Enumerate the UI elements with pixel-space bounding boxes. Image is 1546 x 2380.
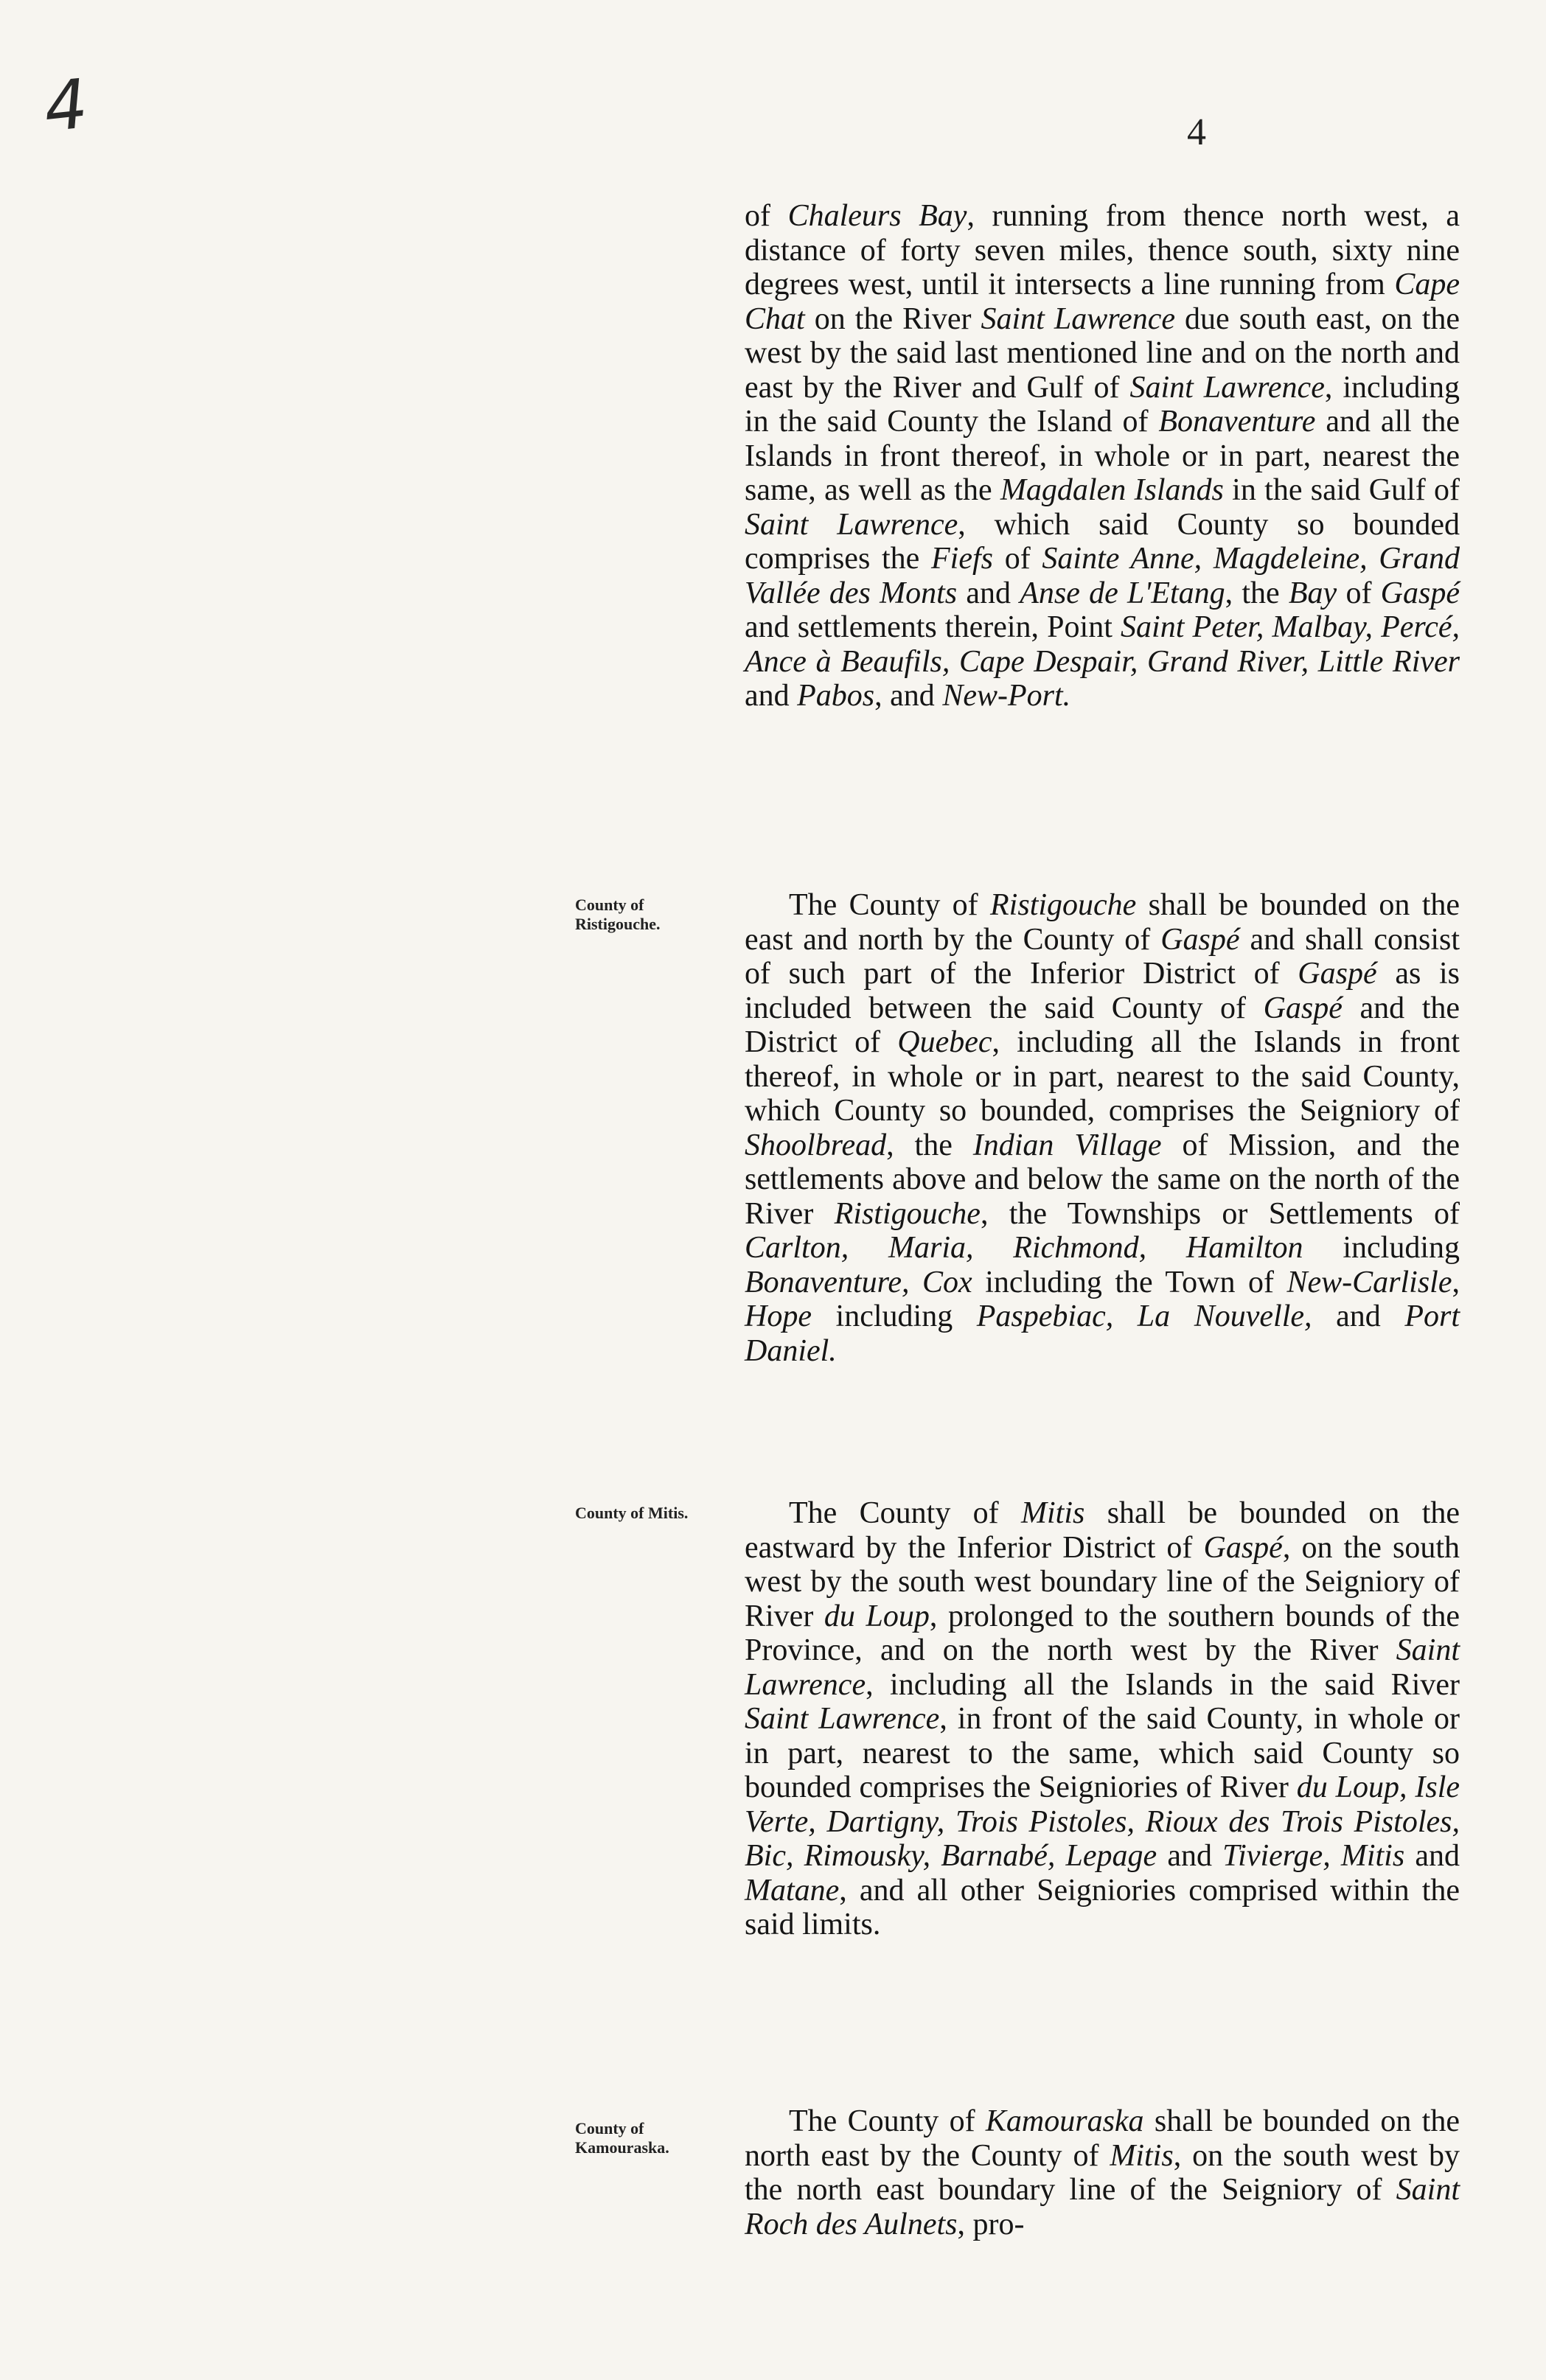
text-run: and: [1404, 1839, 1460, 1873]
italic-text-run: Anse de L'Etang: [1020, 576, 1225, 610]
text-run: and all the Islands in front thereof, in whole or in part, nearest the same, as well as the: [745, 405, 1460, 507]
text-run: including: [811, 1299, 977, 1333]
text-run: , running from thence north west, a distance of forty seven miles, thence south, sixty nine degrees west, until it intersects a line running from: [745, 199, 1460, 301]
italic-text-run: Paspebiac, La Nouvelle,: [976, 1299, 1312, 1333]
handwritten-folio-number: 4: [40, 64, 91, 147]
text-run: , the: [1225, 576, 1289, 610]
italic-text-run: Cape Chat: [745, 268, 1460, 336]
text-run: The County of: [789, 888, 991, 922]
italic-text-run: Matane: [745, 1873, 840, 1908]
italic-text-run: Fiefs: [931, 542, 994, 576]
italic-text-run: Gaspé: [1380, 576, 1460, 610]
text-run: , prolonged to the southern bounds of the Province, and on the north west by the River: [745, 1599, 1460, 1667]
italic-text-run: Quebec: [897, 1025, 992, 1059]
text-run: , pro-: [957, 2207, 1025, 2241]
italic-text-run: Saint Roch des Aulnets: [745, 2173, 1460, 2241]
text-run: and settlements therein, Point: [745, 610, 1121, 644]
text-run: and: [745, 679, 798, 713]
italic-text-run: Chaleurs Bay: [787, 199, 967, 233]
text-run: including the Town of: [972, 1265, 1287, 1299]
italic-text-run: Bonaventure, Cox: [745, 1265, 972, 1299]
text-run: , which said County so bounded comprises the: [745, 507, 1460, 576]
paragraph: [745, 2104, 1460, 2241]
italic-text-run: Saint Peter, Malbay, Percé, Ance à Beaufils, Cape Despair, Grand River, Little River: [745, 610, 1460, 679]
margin-note: County of Kamouraska.: [575, 2119, 669, 2157]
text-run: and: [1157, 1839, 1223, 1873]
margin-note: County of Mitis.: [575, 1504, 689, 1522]
italic-text-run: Gaspé: [1203, 1530, 1283, 1565]
italic-text-run: Tivierge, Mitis: [1222, 1839, 1405, 1873]
text-run: as is included between the said County of: [745, 957, 1460, 1025]
text-run: and the District of: [745, 991, 1460, 1059]
italic-text-run: Hope: [745, 1299, 812, 1333]
italic-text-run: Magdalen Islands: [1000, 473, 1224, 507]
italic-text-run: Saint Lawrence: [745, 507, 958, 542]
text-run: and: [957, 576, 1020, 610]
text-run: , and all other Seigniories comprised within the said limits.: [745, 1873, 1460, 1941]
italic-text-run: du Loup, Isle Verte, Dartigny, Trois Pistoles, Rioux des Trois Pistoles, Bic, Rimousky, Barnabé, Lepage: [745, 1770, 1460, 1873]
page-number: 4: [1187, 111, 1206, 153]
italic-text-run: Bay: [1288, 576, 1337, 610]
paragraph: [745, 888, 1460, 1368]
italic-text-run: Sainte Anne, Magdeleine, Grand Vallée des Monts: [745, 542, 1460, 610]
italic-text-run: New-Port.: [942, 679, 1071, 713]
italic-text-run: Carlton, Maria, Richmond, Hamilton: [745, 1231, 1303, 1265]
italic-text-run: Kamouraska: [985, 2104, 1144, 2138]
italic-text-run: Ristigouche: [834, 1196, 981, 1231]
text-run: , and: [874, 679, 943, 713]
italic-text-run: New-Carlisle: [1286, 1265, 1452, 1299]
italic-text-run: Bonaventure: [1158, 405, 1316, 439]
italic-text-run: Port Daniel.: [745, 1299, 1460, 1368]
text-run: , in front of the said County, in whole or in part, nearest to the same, which said County so bounded comprises the Seigniories of River: [745, 1702, 1460, 1804]
text-run: , including all the Islands in front thereof, in whole or in part, nearest to the said County, which County so bounded, comprises the Seigniory of: [745, 1025, 1460, 1128]
text-run: of: [993, 542, 1042, 576]
text-run: including: [1303, 1231, 1460, 1265]
margin-note: County of Ristigouche.: [575, 896, 661, 933]
italic-text-run: Gaspé: [1263, 991, 1343, 1025]
text-run: of Mission, and the settlements above and below the same on the north of the River: [745, 1128, 1460, 1231]
italic-text-run: du Loup: [824, 1599, 930, 1633]
text-run: and: [1312, 1299, 1405, 1333]
text-run: due south east, on the west by the said last mentioned line and on the north and east by the River and Gulf of: [745, 301, 1460, 405]
text-run: and shall consist of such part of the Inferior District of: [745, 922, 1460, 991]
italic-text-run: Gaspé: [1298, 957, 1377, 991]
text-run: shall be bounded on the east and north by the County of: [745, 888, 1460, 957]
italic-text-run: Mitis: [1021, 1496, 1085, 1530]
text-run: of: [745, 199, 788, 233]
italic-text-run: Gaspé: [1160, 922, 1240, 957]
text-run: , on the south west by the south west boundary line of the Seigniory of River: [745, 1530, 1460, 1633]
paragraph: [745, 1496, 1460, 1942]
italic-text-run: Saint Lawrence: [745, 1633, 1460, 1702]
text-run: The County of: [789, 1496, 1022, 1530]
italic-text-run: Mitis: [1110, 2138, 1174, 2173]
paragraph: [745, 199, 1460, 713]
text-run: shall be bounded on the north east by the County of: [745, 2104, 1460, 2173]
text-run: , the: [886, 1128, 973, 1162]
italic-text-run: Ristigouche: [990, 888, 1137, 922]
text-run: , on the south west by the north east boundary line of the Seigniory of: [745, 2138, 1460, 2207]
text-run: , including all the Islands in the said River: [866, 1667, 1460, 1702]
italic-text-run: Pabos: [797, 679, 875, 713]
italic-text-run: Saint Lawrence: [981, 301, 1175, 336]
italic-text-run: Indian Village: [972, 1128, 1162, 1162]
italic-text-run: Saint Lawrence: [1129, 370, 1325, 405]
text-run: , the Townships or Settlements of: [980, 1196, 1460, 1231]
text-run: The County of: [789, 2104, 986, 2138]
text-run: shall be bounded on the eastward by the Inferior District of: [745, 1496, 1460, 1565]
text-run: of: [1337, 576, 1381, 610]
text-run: on the River: [804, 301, 981, 336]
italic-text-run: Shoolbread: [745, 1128, 887, 1162]
text-run: , including in the said County the Island of: [745, 370, 1460, 439]
italic-text-run: Saint Lawrence: [745, 1702, 940, 1736]
text-run: ,: [1452, 1265, 1460, 1299]
text-run: in the said Gulf of: [1223, 473, 1460, 507]
